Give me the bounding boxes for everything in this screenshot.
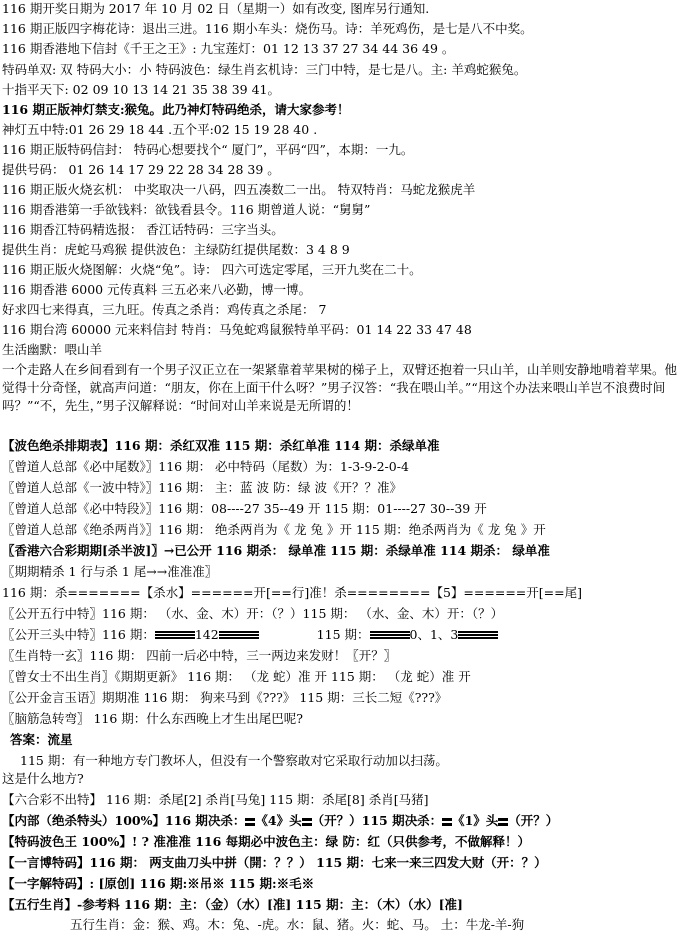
provided-zodiac-line: 提供生肖：虎蛇马鸡猴 提供波色：主绿防红提供尾数：3 4 8 9 [2, 242, 350, 257]
double-bar-icon [442, 818, 452, 826]
three-heads-116-label: 〖公开三头中特〗116 期： [2, 627, 155, 642]
kill-head-label: 【内部（绝杀特头）100%】116 期决杀： [2, 813, 246, 828]
kill-half-wave-line: 〖香港六合彩期期[杀半波]〗→已公开 116 期杀： 绿单准 115 期：杀绿单准 114 期杀： 绿单准 [2, 543, 550, 558]
kill-head-115: 《1》头 [452, 813, 499, 828]
wave-kill-table: 【波色绝杀排期表】116 期：杀红双准 115 期：杀红单准 114 期：杀绿单准 [2, 438, 440, 453]
fire-diagram-line: 116 期正版火烧图解：火烧“兔”。诗： 四六可选定零尾，三开九奖在二十。 [2, 262, 422, 277]
redacted-bars-icon [219, 631, 259, 640]
redacted-bars-icon [458, 631, 498, 640]
riddle-answer: 答案：流星 [10, 732, 73, 747]
double-bar-icon [245, 818, 255, 826]
double-bar-icon [498, 818, 508, 826]
five-elements-line: 〖公开五行中特〗116 期： （水、金、木）开：（？）115 期： （水、金、木）开：（？） [2, 606, 504, 621]
redacted-bars-icon [370, 631, 410, 640]
hk-envelope-line: 116 期香港地下信封《千王之王》: 九宝莲灯：01 12 13 37 27 34 44 36 49 。 [2, 41, 455, 56]
no-special-line: 【六合彩不出特】 116 期：杀尾[2] 杀肖[马兔] 115 期：杀尾[8] 杀肖[马猪] [2, 792, 429, 807]
special-code-line: 特码单双: 双 特码大小：小 特码波色：绿生肖玄机诗：三门中特，是七是八。主: 羊鸡蛇猴兔。 [2, 62, 527, 77]
sure-segment-line: 〖曾道人总部《必中特段》〗116 期：08----27 35--49 开 115 期：01----27 30--39 开 [2, 501, 487, 516]
humor-story: 一个走路人在乡间看到有一个男子汉正立在一架紧靠着苹果树的梯子上，双臂还抱着一只山羊，山羊则安静地啃着苹果。他觉得十分奇怪，就高声问道：“朋友，你在上面干什么呀？”男子汉答：“我在喂山羊。”“用这个办法来喂山羊岂不浪费时间吗？”“不，先生，”男子汉解释说：“时间对山羊来说是无所谓的！ [2, 362, 678, 413]
draw-date-line: 116 期开奖日期为 2017 年 10 月 02 日（星期一）如有改变, 图库另行通知. [2, 1, 430, 16]
three-heads-line [2, 626, 498, 644]
riddle-line: 〖脑筋急转弯〗 116 期：什么东西晚上才生出尾巴呢? [2, 711, 304, 726]
one-word-bet-line: 【一言博特码】116 期： 两支曲刀头中拼（開：？？） 115 期：七来一来三四发大财（开：？） [2, 855, 547, 870]
one-char-line: 【一字解特码】: [原创] 116 期:※吊※ 115 期:※毛※ [2, 876, 315, 891]
humor-title: 生活幽默：喂山羊 [2, 342, 103, 357]
three-heads-115-label: 115 期： [316, 627, 370, 642]
kill-two-zodiac-line: 〖曾道人总部《绝杀两肖》〗116 期： 绝杀两肖为《 龙 兔 》开 115 期：绝杀两肖为《 龙 兔 》开 [2, 522, 546, 537]
three-heads-116-value: 142 [194, 627, 219, 642]
golden-words-line: 〖公开金言玉语〗期期准 116 期： 狗来马到《???》 115 期：三长二短《???》 [2, 690, 448, 705]
hk-firsthand-line: 116 期香港第一手欲钱料：欲钱看县令。116 期曾道人说：“舅舅” [2, 202, 371, 217]
sure-tail-line: 〖曾道人总部《必中尾数》〗116 期： 必中特码（尾数）为：1-3-9-2-0-4 [2, 459, 409, 474]
kill-head-end: （开？） [508, 813, 559, 828]
taiwan-envelope-line: 116 期台湾 60000 元来料信封 特肖：马兔蛇鸡鼠猴特单平码：01 14 22 33 47 48 [2, 322, 472, 337]
double-bar-icon [302, 818, 312, 826]
lamp-numbers-line: 神灯五中特:01 26 29 18 44 .五个平:02 15 19 28 40 . [2, 122, 318, 137]
three-heads-115-value: 0、1、3 [409, 627, 459, 642]
xiangjiang-line: 116 期香江特码精选报： 香江话特码：三字当头。 [2, 222, 284, 237]
ms-no-zodiac-line: 〖曾女士不出生肖〗《期期更新》 116 期： （龙 蛇）准 开 115 期： （龙 蛇）准 开 [2, 669, 471, 684]
kill-head-116: 《4》头 [255, 813, 302, 828]
wave-king-line: 【特码波色王 100%】! ? 准准准 116 每期必中波色主：绿 防：红（只供参考，不做解释！） [2, 834, 530, 849]
plum-poem-line: 116 期正版四字梅花诗：退出三进。116 期小车头：烧伤马。诗：羊死鸡伤，是七是八不中奖。 [2, 21, 533, 36]
fax-line: 116 期香港 6000 元传真料 三五必来八必勤，博一博。 [2, 282, 312, 297]
one-wave-line: 〖曾道人总部《一波中特》〗116 期： 主：蓝 波 防：绿 波《开？？准》 [2, 480, 402, 495]
fire-mystery-line: 116 期正版火烧玄机： 中奖取决一八码，四五凑数二一出。 特双特肖：马蛇龙猴虎羊 [2, 182, 476, 197]
kill-row-title: 〖期期精杀 1 行与杀 1 尾→→准准准〗 [2, 564, 218, 579]
redacted-bars-icon [155, 631, 195, 640]
fax-kill-line: 好求四七来得真，三九旺。传真之杀肖：鸡传真之杀尾： 7 [2, 302, 327, 317]
riddle-115-line: 115 期：有一种地方专门教坏人，但没有一个警察敢对它采取行动加以扫荡。 [20, 753, 448, 768]
riddle-question: 这是什么地方? [2, 771, 84, 786]
zodiac-mystery-line: 〖生肖特一玄〗116 期： 四前一后必中特，三一两边来发财！〖开？〗 [2, 648, 397, 663]
five-element-zodiac-line: 【五行生肖】-参考料 116 期：主：（金）（水）[准] 115 期：主：（木）（水）[准] [2, 897, 463, 912]
element-map-line: 五行生肖：金：猴、鸡。木：兔、-虎。水：鼠、猪。火：蛇、马。 土：牛龙-羊-狗 [70, 917, 525, 932]
kill-row-line: 116 期：杀=======【杀水】======开[==行]准！杀========【5】======开[==尾] [2, 585, 582, 600]
provided-numbers-line: 提供号码： 01 26 14 17 29 22 28 34 28 39 。 [2, 162, 280, 177]
ten-fingers-line: 十指平天下: 02 09 10 13 14 21 35 38 39 41。 [2, 82, 281, 97]
kill-head-mid: （开？）115 期决杀： [311, 813, 443, 828]
envelope-line: 116 期正版特码信封： 特码心想要找个“ 厦门”，平码“四”，本期：一九。 [2, 142, 414, 157]
magic-lamp-line: 116 期正版神灯禁支:猴兔。此乃神灯特码绝杀，请大家参考！ [2, 102, 350, 117]
internal-kill-head-line [2, 812, 558, 830]
